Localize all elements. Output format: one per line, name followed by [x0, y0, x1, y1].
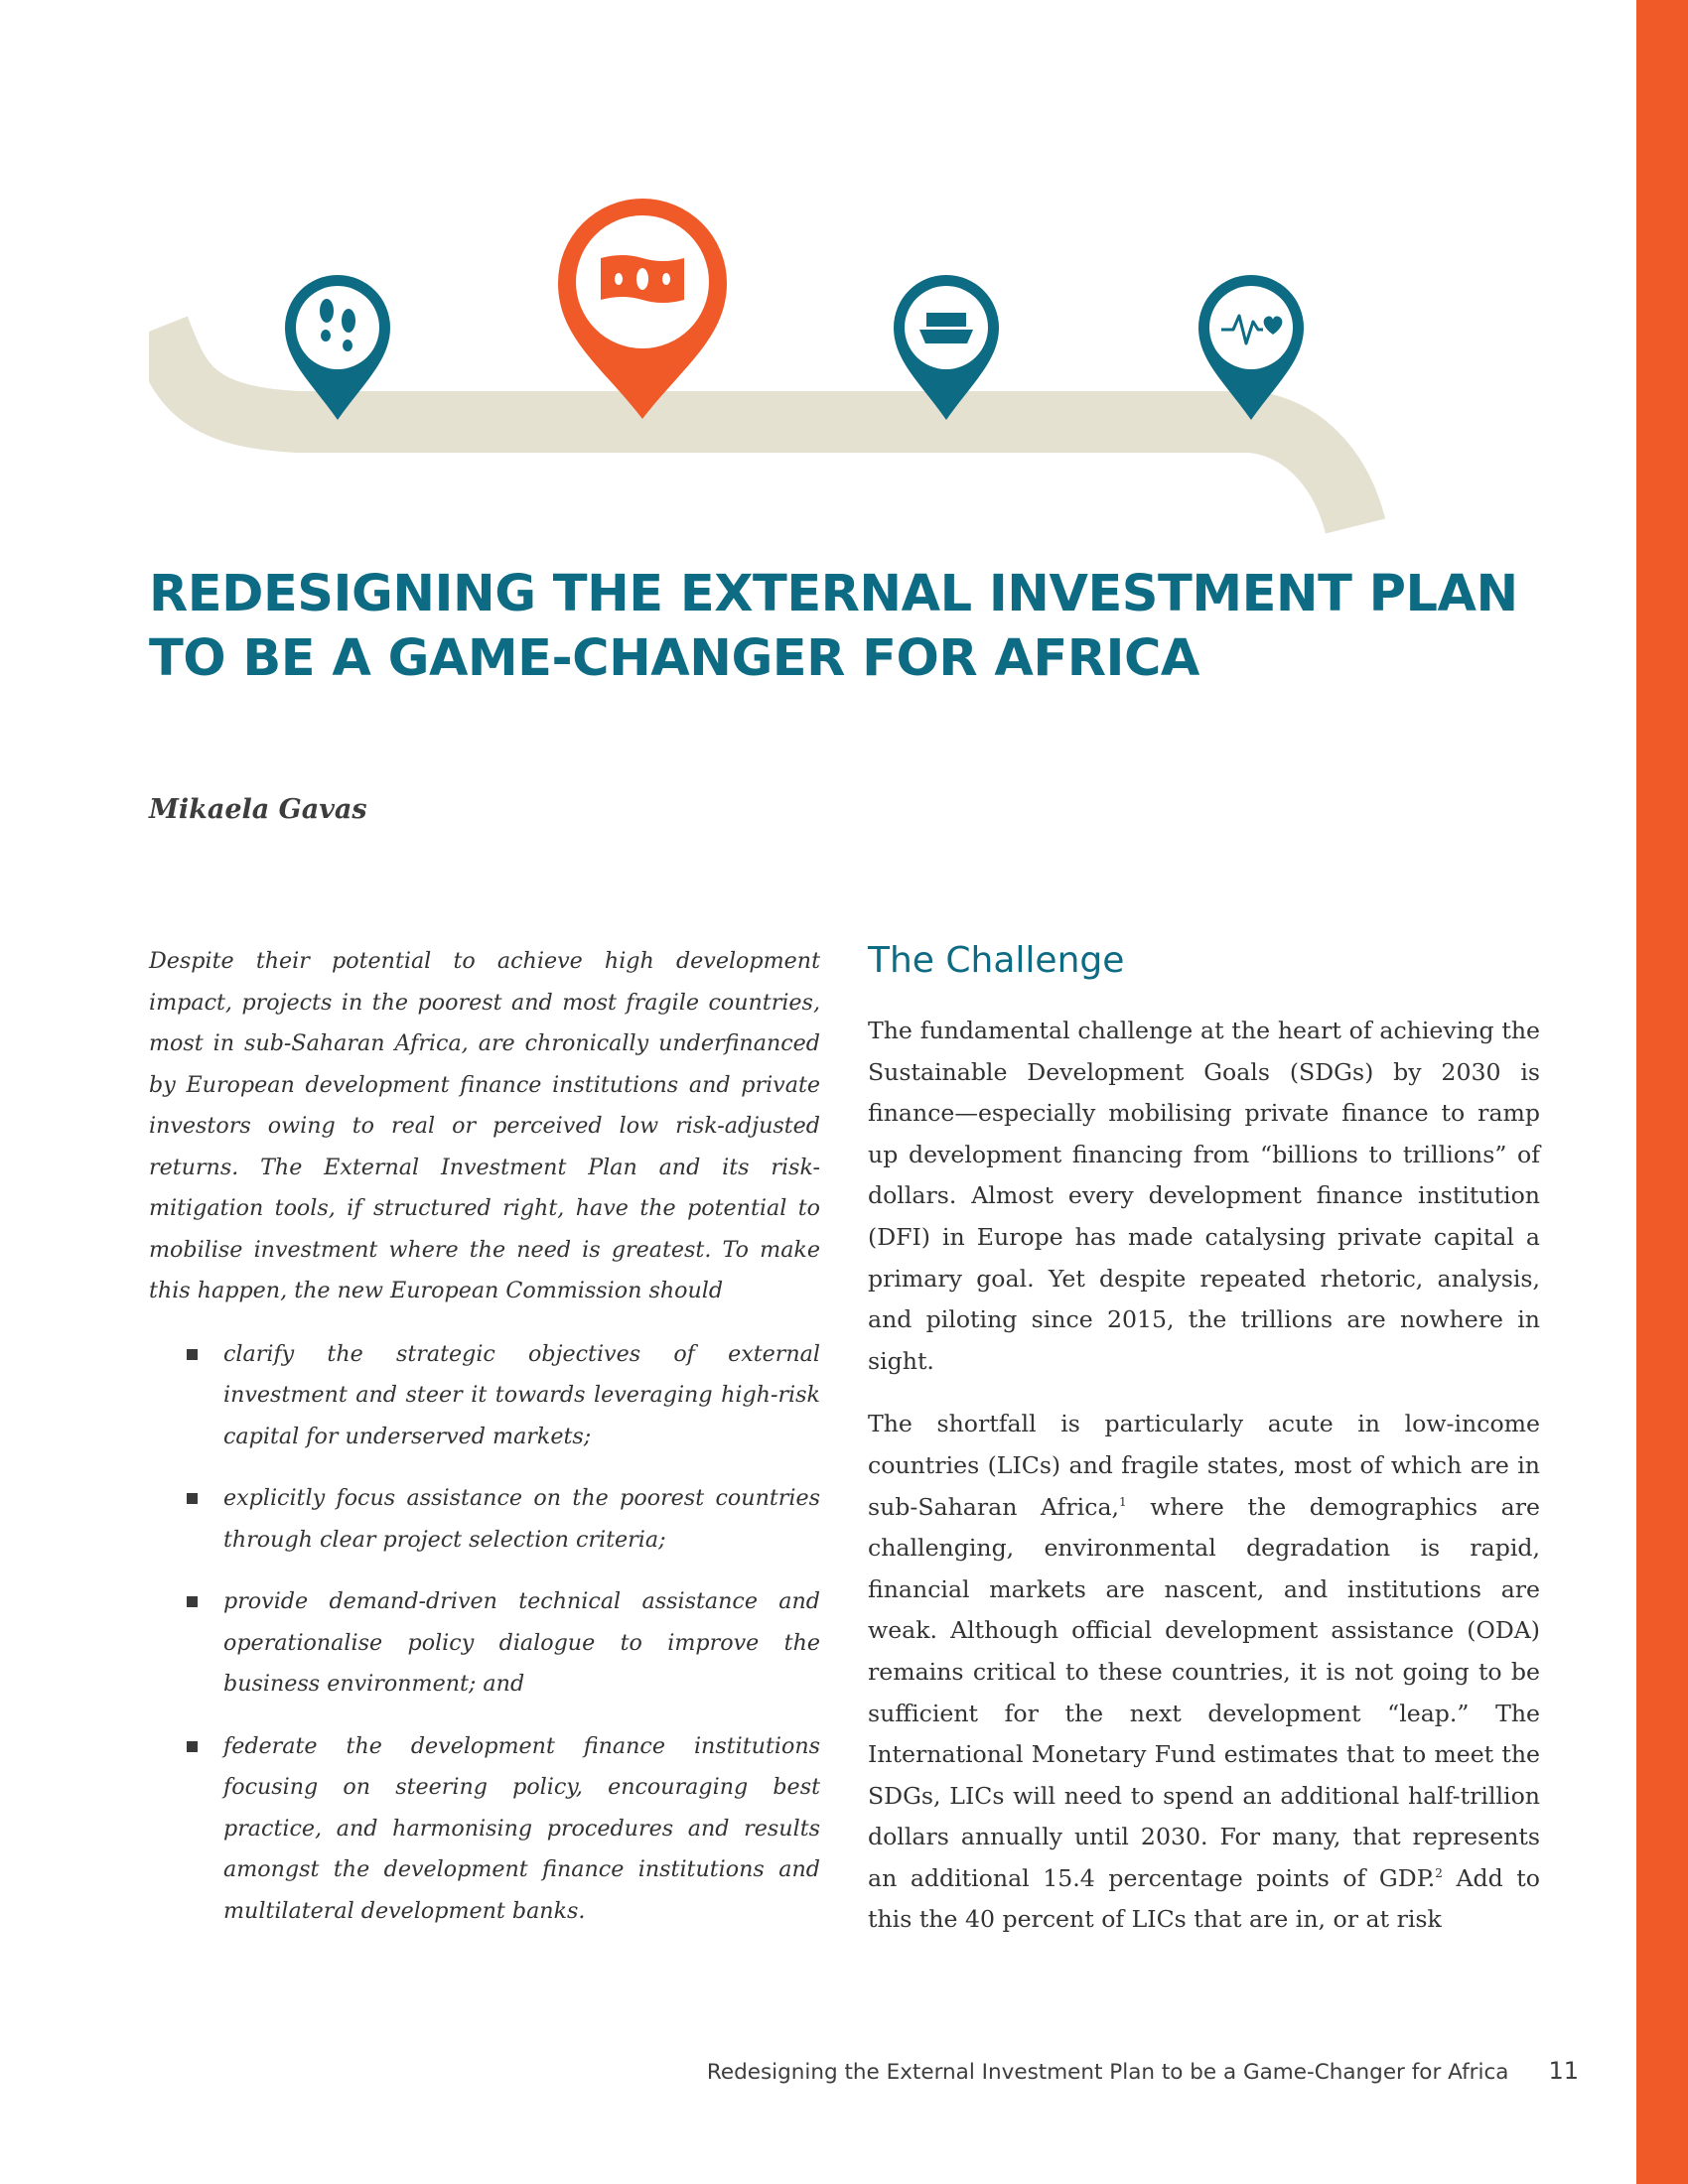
- pin-money: [558, 199, 727, 419]
- money-icon: [601, 255, 684, 303]
- running-title: Redesigning the External Investment Plan to be a Game-Changer for Africa: [706, 2060, 1509, 2085]
- intro-summary: Despite their potential to achieve high development impact, projects in the poorest and most fragile countries, most in sub-Saharan Africa, are chronically underfinanced by European development finance institutions and private investors owing to real or perceived low risk-adjusted returns. The External Investment Plan and its risk-mitigation tools, if structured right, have the potential to mobilise investment where the need is greatest. To make this happen, the new European Commission should: [149, 948, 820, 1303]
- body-paragraph-1: The fundamental challenge at the heart of achieving the Sustainable Development Goals (SDGs) by 2030 is finance—especially mobilising private finance to ramp up development financing from “billions to trillions” of dollars. Almost every development finance institution (DFI) in Europe has made catalysing private capital a primary goal. Yet despite repeated rhetoric, analysis, and piloting since 2015, the trillions are nowhere in sight.: [868, 1017, 1540, 1375]
- recommendation-item: [149, 1478, 820, 1561]
- recommendation-item: [149, 1334, 820, 1458]
- bullet-square-icon: [187, 1741, 198, 1752]
- bullet-square-icon: [187, 1596, 198, 1607]
- page-number: 11: [1548, 2057, 1579, 2085]
- page-title: [149, 562, 1539, 691]
- paragraph-text: Add to this the 40 percent of LICs that are in, or at risk: [868, 1863, 1540, 1934]
- recommendation-text: federate the development finance institutions focusing on steering policy, encouraging best practice, and harmonising procedures and results amongst the development finance institutions and multilateral development banks.: [223, 1732, 820, 1924]
- body-paragraph-2: [868, 1404, 1540, 1941]
- left-column: [149, 941, 820, 1953]
- bullet-square-icon: [187, 1493, 198, 1504]
- title-line-1: REDESIGNING THE EXTERNAL INVESTMENT PLAN: [149, 565, 1518, 623]
- footnote-ref-1[interactable]: 1: [1119, 1494, 1127, 1509]
- paragraph-text: where the demographics are challenging, environmental degradation is rapid, financial markets are nascent, and institutions are weak. Although official development assistance (ODA) remains critical to these countries, it is not going to be sufficient for the next development “leap.” The International Monetary Fund estimates that to meet the SDGs, LICs will need to spend an additional half-trillion dollars annually until 2030. For many, that represents an additional 15.4 percentage points of GDP.: [868, 1492, 1540, 1892]
- recommendation-text: explicitly focus assistance on the poorest countries through clear project selection criteria;: [223, 1485, 820, 1553]
- recommendation-text: clarify the strategic objectives of external investment and steer it towards leveraging high-risk capital for underserved markets;: [223, 1340, 820, 1449]
- paragraph-text: The shortfall is particularly acute in low-income countries (LICs) and fragile states, most of which are in sub-Saharan Africa,: [868, 1410, 1540, 1521]
- recommendation-item: [149, 1581, 820, 1706]
- recommendations-list: [149, 1334, 820, 1933]
- title-line-2: TO BE A GAME-CHANGER FOR AFRICA: [149, 629, 1199, 688]
- footnote-ref-2[interactable]: 2: [1435, 1866, 1443, 1881]
- recommendation-item: [149, 1726, 820, 1933]
- right-column: [868, 931, 1540, 1963]
- section-heading: The Challenge: [868, 940, 1125, 981]
- recommendation-text: provide demand-driven technical assistance and operationalise policy dialogue to improve the business environment; and: [223, 1588, 820, 1697]
- side-accent-bar: [1636, 0, 1688, 2184]
- author-name: Mikaela Gavas: [149, 794, 367, 825]
- hero-illustration: [149, 189, 1440, 546]
- page-footer: [707, 2057, 1579, 2085]
- bullet-square-icon: [187, 1349, 198, 1360]
